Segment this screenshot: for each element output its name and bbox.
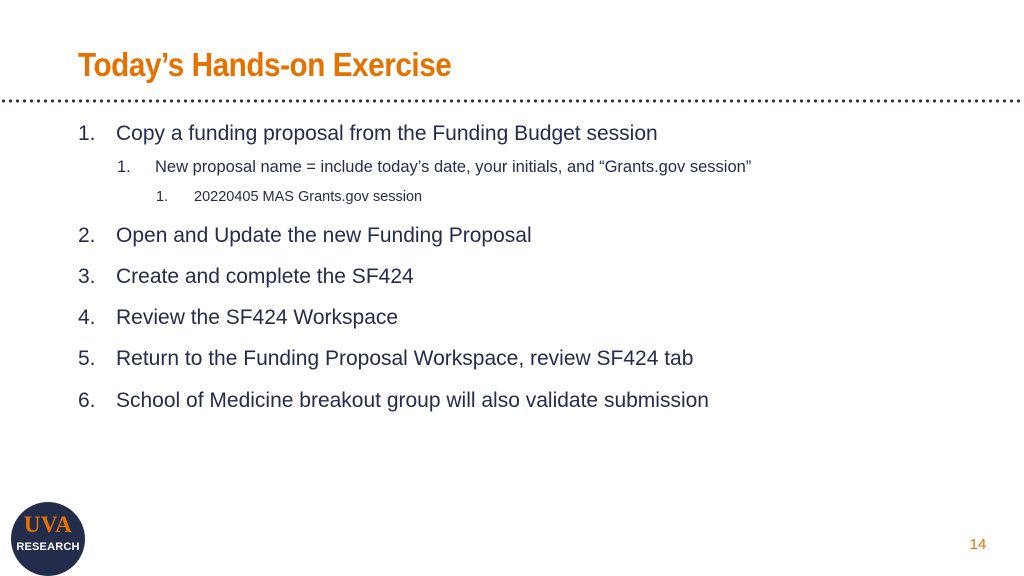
list-item-text: 20220405 MAS Grants.gov session — [194, 189, 423, 205]
list-item-number: 5. — [78, 347, 96, 370]
slide-title: Today’s Hands-on Exercise — [78, 46, 452, 83]
list-item-text: Create and complete the SF424 — [116, 265, 414, 288]
uva-research-logo — [11, 502, 85, 576]
dotted-divider — [0, 99, 1024, 103]
list-item-text: Return to the Funding Proposal Workspace, review SF424 tab — [116, 347, 694, 370]
list-item-text: Open and Update the new Funding Proposal — [116, 224, 532, 247]
page-number: 14 — [969, 536, 987, 553]
list-item-number: 3. — [78, 265, 96, 288]
list-item-number: 4. — [78, 306, 96, 329]
list-item-text: New proposal name = include today’s date, your initials, and “Grants.gov session” — [155, 158, 752, 176]
list-item-number: 1. — [117, 158, 131, 176]
list-item-number: 1. — [156, 189, 169, 205]
logo-research-text: RESEARCH — [16, 541, 80, 553]
list-item-number: 1. — [78, 122, 96, 145]
logo-uva-text: UVA — [23, 512, 73, 537]
list-item-text: School of Medicine breakout group will also validate submission — [116, 389, 709, 412]
list-item-number: 6. — [78, 389, 96, 412]
list-item-number: 2. — [78, 224, 96, 247]
list-item-text: Review the SF424 Workspace — [116, 306, 399, 329]
list-item-text: Copy a funding proposal from the Funding Budget session — [116, 122, 658, 145]
